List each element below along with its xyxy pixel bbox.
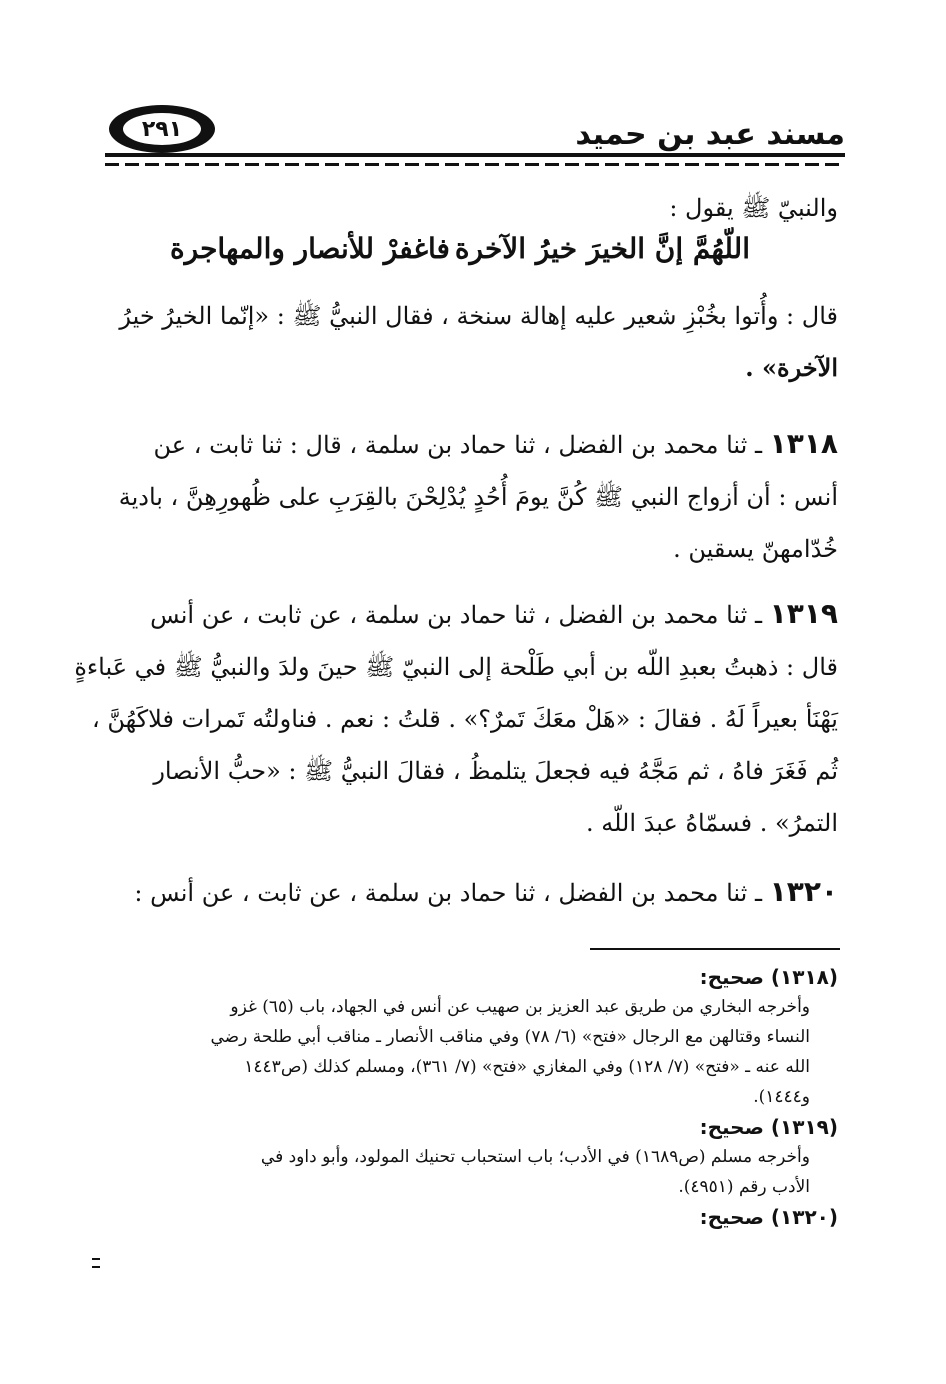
header-divider <box>105 153 845 167</box>
footnote-line: الله عنه ـ «فتح» (٧/ ١٢٨) وفي المغازي «فتح» (٧/ ٣٦١)، ومسلم كذلك (ص١٤٤٣ <box>244 1057 810 1077</box>
footnote <box>108 962 838 1112</box>
footnote-divider <box>590 948 840 950</box>
footnote-line: الأدب رقم (٤٩٥١). <box>678 1177 810 1197</box>
page-header <box>105 95 845 165</box>
footnote <box>108 1202 838 1232</box>
footnote-line: و١٤٤٤). <box>753 1087 810 1107</box>
footnote-line: وأخرجه مسلم (ص١٦٨٩) في الأدب؛ باب استحباب تحنيك المولود، وأبو داود في <box>260 1147 810 1167</box>
intro-text <box>108 182 838 234</box>
paragraph-a <box>108 290 838 394</box>
footnote-line: وأخرجه البخاري من طريق عبد العزيز بن صهيب عن أنس في الجهاد، باب (٦٥) غزو <box>230 997 810 1017</box>
hadith-line <box>108 866 838 919</box>
footnote-line: النساء وقتالهن مع الرجال «فتح» (٦/ ٧٨) وفي مناقب الأنصار ـ مناقب أبي طلحة رضي <box>210 1027 810 1047</box>
footnote-text <box>108 1142 838 1202</box>
hadith-text: ـ ثنا محمد بن الفضل ، ثنا حماد بن سلمة ، عن ثابت ، عن أنس : <box>134 879 762 907</box>
verse-hemistich-2: فاغفرْ للأنصار والمهاجرة <box>170 232 450 265</box>
footnotes <box>108 962 838 1232</box>
intro-line: والنبيّ ﷺ يقول : <box>669 194 838 222</box>
hadith-line: خُدّامهنّ يسقين . <box>673 535 838 563</box>
hadith-line <box>108 588 838 641</box>
book-title: مسند عبد بن حميد <box>575 117 845 152</box>
hadith-1319 <box>74 588 838 849</box>
footnote-text <box>108 992 838 1112</box>
hadith-text: ـ ثنا محمد بن الفضل ، ثنا حماد بن سلمة ، عن ثابت ، عن أنس <box>150 601 762 629</box>
verse-hemistich-1: اللّهُمَّ إنَّ الخيرَ خيرُ الآخرة <box>454 232 750 265</box>
hadith-number: ١٣١٩ <box>769 597 838 630</box>
para-a-line: الآخرة» . <box>745 353 838 382</box>
hadith-text: ـ ثنا محمد بن الفضل ، ثنا حماد بن سلمة ، قال : ثنا ثابت ، عن <box>153 431 762 459</box>
page-number: ٢٩١ <box>123 113 201 145</box>
hadith-line: ثُم فَغَرَ فاهُ ، ثم مَجَّهُ فيه فجعلَ يتلمظُ ، فقالَ النبيُّ ﷺ : «حبُّ الأنصار <box>153 757 838 785</box>
margin-mark <box>92 1258 100 1268</box>
hadith-line: قال : ذهبتُ بعبدِ اللّه بن أبي طَلْحة إلى النبيّ ﷺ حينَ ولدَ والنبيُّ ﷺ في عَباءةٍ <box>74 653 838 681</box>
hadith-line <box>108 418 838 471</box>
para-a-line: قال : وأُتوا بخُبْزِ شعير عليه إهالة سنخة ، فقال النبيُّ ﷺ : «إنّما الخيرُ خيرُ <box>119 302 838 330</box>
footnote <box>108 1112 838 1202</box>
hadith-line: التمرُ» . فسمّاهُ عبدَ اللّه . <box>585 809 838 837</box>
footnote-heading: (١٣١٩) صحيح: <box>699 1115 838 1139</box>
hadith-number: ١٣٢٠ <box>769 875 838 908</box>
page-number-badge <box>109 105 215 153</box>
footnote-heading: (١٣٢٠) صحيح: <box>699 1205 838 1229</box>
hadith-line: يَهْنَأ بعيراً لَهُ . فقالَ : «هَلْ معَكَ تَمرٌ؟» . قلتُ : نعم . فناولتُه تَمرات فلاكَهُنَّ ، <box>91 705 838 733</box>
footnote-heading: (١٣١٨) صحيح: <box>699 965 838 989</box>
hadith-number: ١٣١٨ <box>769 427 838 460</box>
hadith-line: أنس : أن أزواج النبي ﷺ كُنَّ يومَ أُحُدٍ يُدْلِحْنَ بالقِرَبِ على ظُهورِهِنَّ ، بادية <box>118 483 838 511</box>
poem-verse <box>170 232 750 265</box>
hadith-1318 <box>108 418 838 575</box>
hadith-1320 <box>108 866 838 919</box>
